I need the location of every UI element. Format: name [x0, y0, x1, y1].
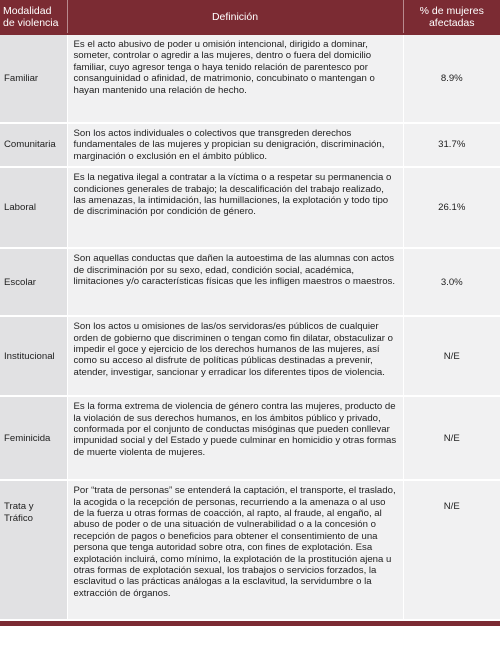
definicion-cell: Son los actos u omisiones de las/os servidoras/es públicos de cualquier orden de gobierno que discriminen o tengan como fin dilatar, obstaculizar o impedir el goce y ejercicio de los derechos humanos de las mujeres, así como su acceso al disfrute de políticas públicas destinadas a prevenir, atender, investigar, sancionar y erradicar los diferentes tipos de violencia. [67, 316, 403, 396]
modalidad-cell: Institucional [0, 316, 67, 396]
porcentaje-cell: 31.7% [403, 123, 500, 167]
modalidad-cell: Comunitaria [0, 123, 67, 167]
porcentaje-cell: N/E [403, 316, 500, 396]
table-row [0, 34, 500, 123]
modalidad-cell: Trata y Tráfico [0, 480, 67, 620]
porcentaje-cell: 3.0% [403, 248, 500, 316]
table-row [0, 480, 500, 620]
modalidad-cell: Escolar [0, 248, 67, 316]
header-porcentaje: % de mujeres afectadas [403, 0, 500, 34]
porcentaje-cell: N/E [403, 480, 500, 620]
modalidad-cell: Familiar [0, 34, 67, 123]
definicion-cell: Por “trata de personas” se entenderá la captación, el transporte, el traslado, la acogida o la recepción de personas, recurriendo a la amenaza o al uso de la fuerza u otras formas de coacción, al rapto, al fraude, al engaño, al abuso de poder o de una situación de vulnerabilidad o a la concesión o recepción de pagos o beneficios para obtener el consentimiento de una persona que tenga autoridad sobre otra, con fines de explotación. Esa explotación incluirá, como mínimo, la explotación de la prostitución ajena u otras formas de explotación sexual, los trabajos o servicios forzados, la esclavitud o las prácticas análogas a la esclavitud, la servidumbre o la extracción de órganos. [67, 480, 403, 620]
table-row [0, 123, 500, 167]
porcentaje-cell: N/E [403, 396, 500, 480]
header-definicion: Definición [67, 0, 403, 34]
table-body [0, 34, 500, 620]
table-row [0, 167, 500, 248]
table-header [0, 0, 500, 34]
header-modalidad: Modalidad de violencia [0, 0, 67, 34]
table-row [0, 316, 500, 396]
porcentaje-cell: 8.9% [403, 34, 500, 123]
definicion-cell: Es la negativa ilegal a contratar a la víctima o a respetar su permanencia o condiciones generales de trabajo; la descalificación del trabajo realizado, las amenazas, la intimidación, las humillaciones, la explotación y todo tipo de discriminación por condición de género. [67, 167, 403, 248]
modalidad-cell: Laboral [0, 167, 67, 248]
modalidad-cell: Feminicida [0, 396, 67, 480]
porcentaje-cell: 26.1% [403, 167, 500, 248]
table-bottom-rule [0, 621, 500, 626]
table-row [0, 396, 500, 480]
definicion-cell: Son los actos individuales o colectivos que transgreden derechos fundamentales de las mujeres y propician su denigración, discriminación, marginación o exclusión en el ámbito público. [67, 123, 403, 167]
table-row [0, 248, 500, 316]
definicion-cell: Son aquellas conductas que dañen la autoestima de las alumnas con actos de discriminación por su sexo, edad, condición social, académica, limitaciones y/o características físicas que les infligen maestros o maestros. [67, 248, 403, 316]
definicion-cell: Es la forma extrema de violencia de género contra las mujeres, producto de la violación de sus derechos humanos, en los ámbitos público y privado, conformada por el conjunto de conductas misóginas que pueden conllevar impunidad social y del Estado y puede culminar en homicidio y otras formas de muerte violenta de mujeres. [67, 396, 403, 480]
definicion-cell: Es el acto abusivo de poder u omisión intencional, dirigido a dominar, someter, controlar o agredir a las mujeres, dentro o fuera del domicilio familiar, cuyo agresor tenga o haya tenido relación de parentesco por consanguinidad o afinidad, de matrimonio, concubinato o mantengan o hayan mantenido una relación de hecho. [67, 34, 403, 123]
